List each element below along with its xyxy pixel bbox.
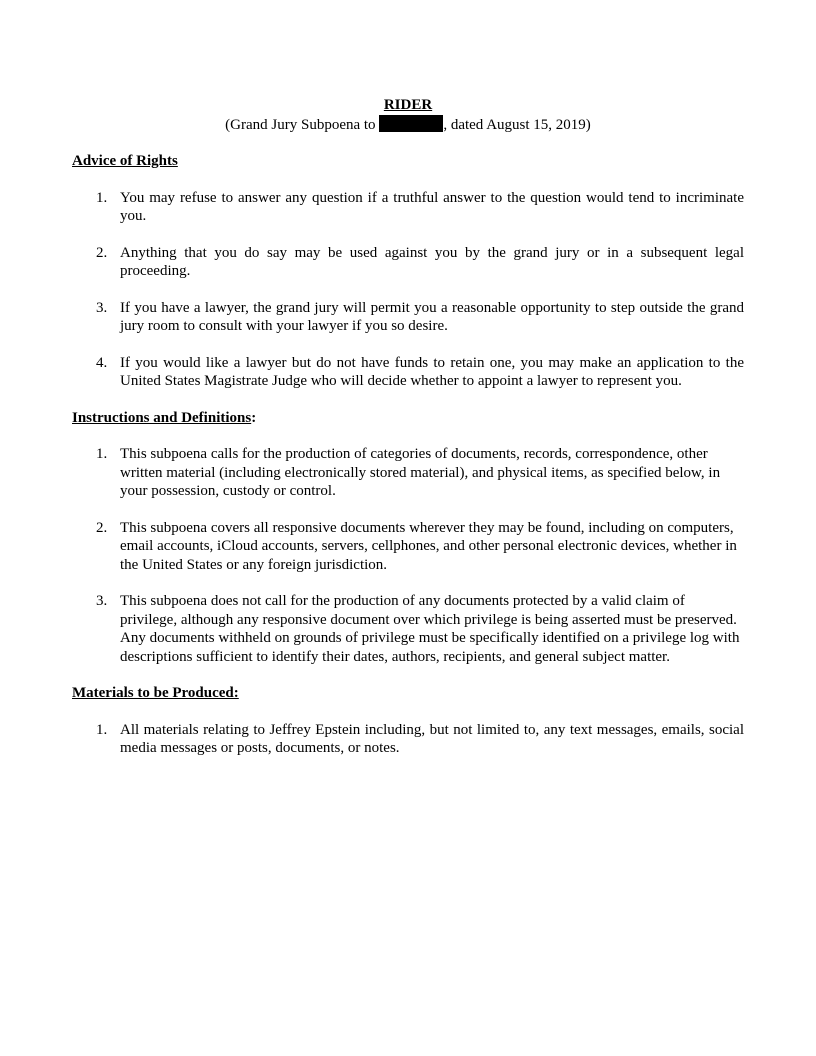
- document-subtitle: [72, 115, 744, 135]
- advice-item: [72, 189, 744, 226]
- list-number: 2.: [96, 244, 108, 261]
- document-title: RIDER: [383, 97, 433, 113]
- redaction-box: [379, 115, 443, 132]
- instruction-item: [72, 592, 744, 666]
- list-number: 1.: [96, 446, 108, 462]
- document-page: [72, 96, 744, 758]
- instruction-item: [72, 519, 744, 575]
- list-text: This subpoena covers all responsive documents wherever they may be found, including on computers, email accounts, iCloud accounts, servers, cellphones, and other personal electronic devices, whether in the United States or any foreign jurisdiction.: [120, 519, 737, 573]
- advice-item: [72, 299, 744, 336]
- subtitle-prefix: (Grand Jury Subpoena to: [225, 116, 380, 133]
- list-text: All materials relating to Jeffrey Epstein including, but not limited to, any text messages, emails, social media messages or posts, documents, or notes.: [120, 721, 744, 756]
- instructions-heading: Instructions and Definitions:: [72, 409, 257, 426]
- list-number: 1.: [96, 189, 108, 206]
- materials-list: [72, 721, 744, 758]
- instructions-list: [72, 445, 744, 666]
- list-text: Anything that you do say may be used against you by the grand jury or in a subsequent legal proceeding.: [120, 244, 744, 279]
- materials-heading: Materials to be Produced:: [72, 685, 239, 701]
- list-number: 4.: [96, 354, 108, 371]
- list-text: This subpoena calls for the production of categories of documents, records, correspondence, other written material (including electronically stored material), and physical items, as specified below, in your possession, custody or control.: [120, 446, 721, 499]
- list-text: If you have a lawyer, the grand jury will permit you a reasonable opportunity to step outside the grand jury room to consult with your lawyer if you so desire.: [120, 299, 744, 334]
- list-number: 3.: [96, 299, 108, 316]
- advice-item: [72, 244, 744, 281]
- instruction-item: [72, 445, 744, 501]
- subtitle-suffix: , dated August 15, 2019): [443, 116, 591, 133]
- list-number: 2.: [96, 519, 108, 536]
- list-text: If you would like a lawyer but do not have funds to retain one, you may make an application to the United States Magistrate Judge who will decide whether to appoint a lawyer to represent you.: [120, 354, 744, 389]
- list-text: You may refuse to answer any question if a truthful answer to the question would tend to incriminate you.: [120, 189, 744, 224]
- list-number: 3.: [96, 593, 108, 609]
- advice-item: [72, 354, 744, 391]
- list-text: This subpoena does not call for the production of any documents protected by a valid claim of privilege, although any responsive document over which privilege is being asserted must be preserved. Any documents withheld on grounds of privilege must be specifically identified on a privilege log with descriptions sufficient to identify their dates, authors, recipients, and general subject matter.: [120, 593, 740, 665]
- list-number: 1.: [96, 721, 108, 738]
- material-item: [72, 721, 744, 758]
- advice-heading: Advice of Rights: [72, 153, 178, 169]
- advice-list: [72, 189, 744, 391]
